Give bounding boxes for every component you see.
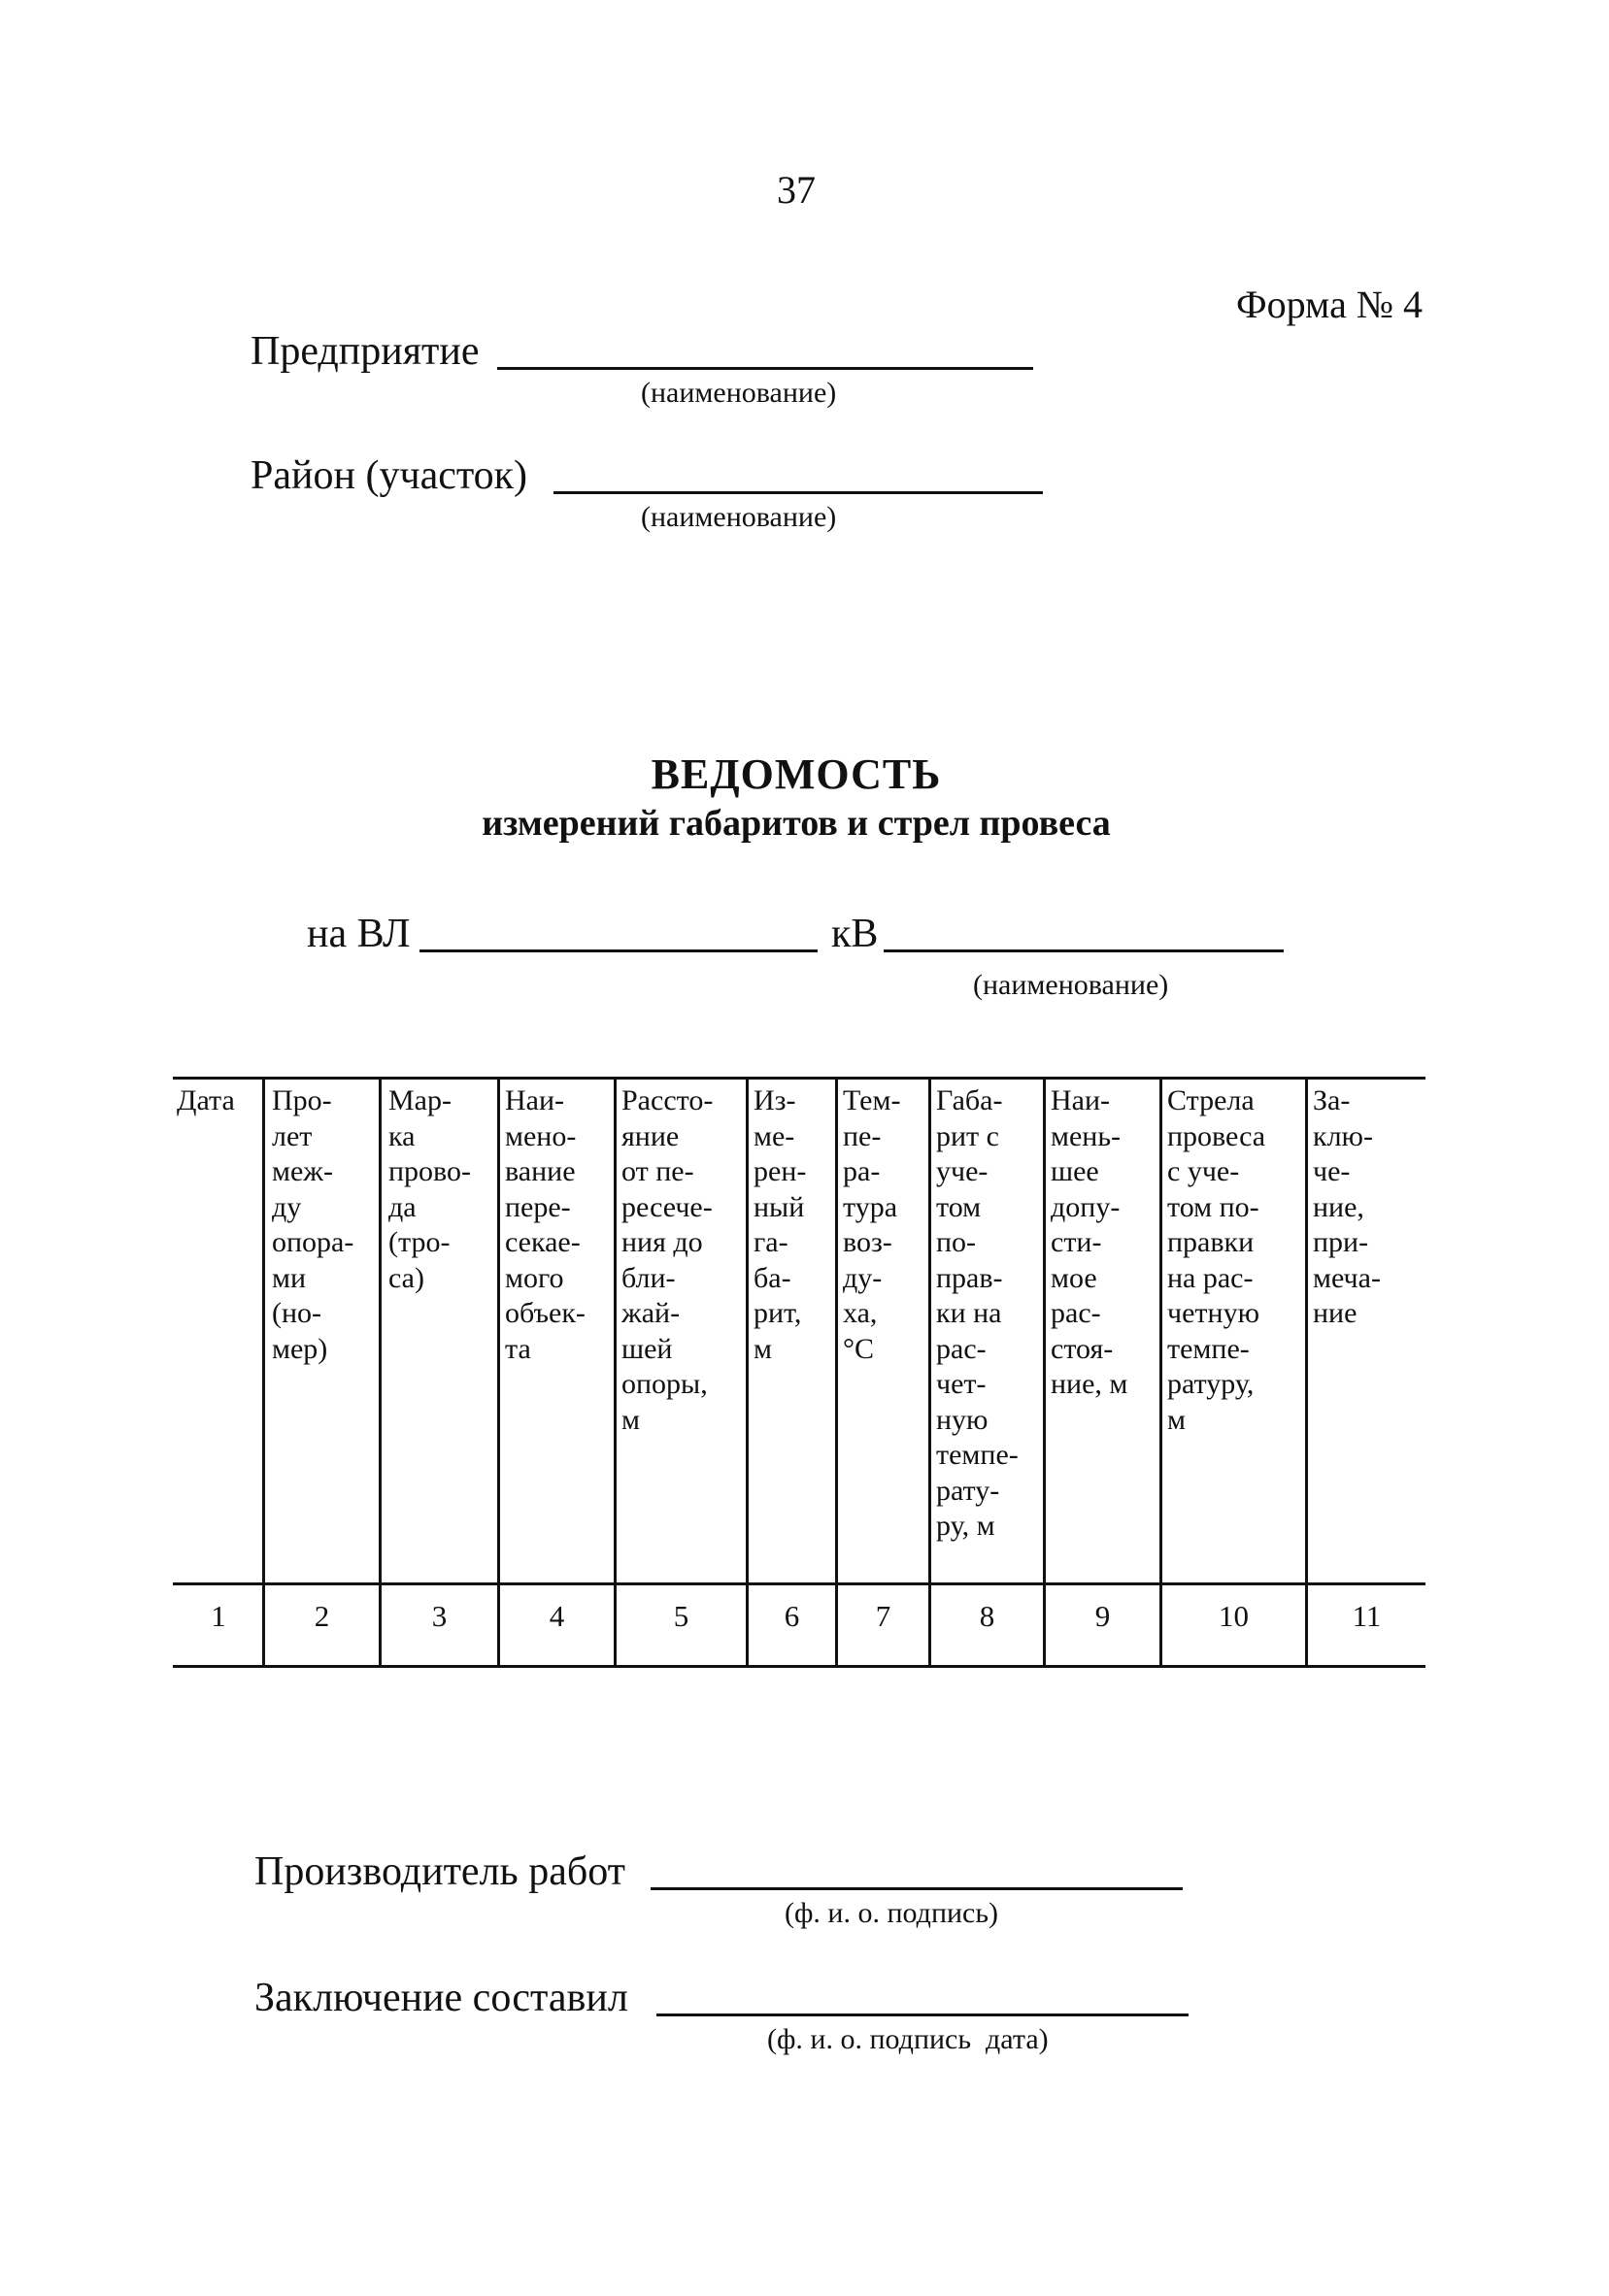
column-number: 6 xyxy=(784,1599,800,1633)
table-column-divider xyxy=(835,1077,838,1668)
header-distance: Рассто- яние от пе- ресече- ния до бли- жай- шей опоры, м xyxy=(621,1084,714,1436)
line-caption: (наименование) xyxy=(973,969,1169,1001)
table-column-divider xyxy=(746,1077,749,1668)
column-number: 11 xyxy=(1352,1599,1382,1633)
table-column-divider xyxy=(1043,1077,1046,1668)
column-number: 9 xyxy=(1094,1599,1111,1633)
table-column-divider xyxy=(379,1077,382,1668)
header-wire-grade: Мар- ка прово- да (тро- са) xyxy=(388,1084,472,1294)
producer-label: Производитель работ xyxy=(254,1849,625,1894)
table-column-divider xyxy=(1305,1077,1308,1668)
header-sag: Стрела провеса с уче- том по- правки на рас- четную темпе- ратуру, м xyxy=(1167,1084,1266,1436)
header-date: Дата xyxy=(177,1084,235,1116)
table-top-border xyxy=(173,1077,1425,1080)
column-number: 8 xyxy=(979,1599,995,1633)
enterprise-label: Предприятие xyxy=(251,329,480,374)
conclusion-caption: (ф. и. о. подпись дата) xyxy=(767,2023,1049,2055)
table-bottom-border xyxy=(173,1665,1425,1668)
voltage-input-line[interactable] xyxy=(884,949,1284,952)
conclusion-label: Заключение составил xyxy=(254,1976,628,2020)
document-title: ВЕДОМОСТЬ xyxy=(651,750,942,798)
header-min-distance: Наи- мень- шее допу- сти- мое рас- стоя- ние, м xyxy=(1051,1084,1128,1400)
producer-caption: (ф. и. о. подпись) xyxy=(785,1897,999,1929)
header-span: Про- лет меж- ду опора- ми (но- мер) xyxy=(272,1084,354,1365)
form-number: Форма № 4 xyxy=(1236,283,1423,326)
header-conclusion: За- клю- че- ние, при- меча- ние xyxy=(1313,1084,1381,1329)
document-subtitle: измерений габаритов и стрел провеса xyxy=(482,803,1111,844)
producer-signature-line[interactable] xyxy=(651,1887,1183,1890)
column-number: 7 xyxy=(875,1599,891,1633)
page-number: 37 xyxy=(777,168,816,212)
column-number: 4 xyxy=(549,1599,565,1633)
column-number: 10 xyxy=(1219,1599,1249,1633)
header-air-temperature: Тем- пе- ра- тура воз- ду- ха, °С xyxy=(843,1084,901,1365)
district-input-line[interactable] xyxy=(553,491,1043,494)
table-header-divider xyxy=(173,1582,1425,1585)
enterprise-input-line[interactable] xyxy=(497,367,1033,370)
column-number: 3 xyxy=(431,1599,448,1633)
table-column-divider xyxy=(262,1077,265,1668)
table-column-divider xyxy=(928,1077,931,1668)
header-measured-clearance: Из- ме- рен- ный га- ба- рит, м xyxy=(754,1084,807,1365)
line-prefix-label: на ВЛ xyxy=(307,912,411,956)
district-label: Район (участок) xyxy=(251,453,528,498)
header-crossed-object: Наи- мено- вание пере- секае- мого объек- та xyxy=(505,1084,586,1365)
column-number: 2 xyxy=(314,1599,330,1633)
enterprise-caption: (наименование) xyxy=(641,377,837,409)
kv-label: кВ xyxy=(831,912,879,956)
header-corrected-clearance: Габа- рит с уче- том по- прав- ки на рас- чет- ную темпе- рату- ру, м xyxy=(936,1084,1019,1542)
column-number: 1 xyxy=(211,1599,226,1633)
district-caption: (наименование) xyxy=(641,501,837,533)
table-column-divider xyxy=(497,1077,500,1668)
table-column-divider xyxy=(1159,1077,1162,1668)
conclusion-signature-line[interactable] xyxy=(656,2013,1189,2016)
column-number: 5 xyxy=(673,1599,689,1633)
line-name-input-line[interactable] xyxy=(419,949,818,952)
table-column-divider xyxy=(614,1077,617,1668)
